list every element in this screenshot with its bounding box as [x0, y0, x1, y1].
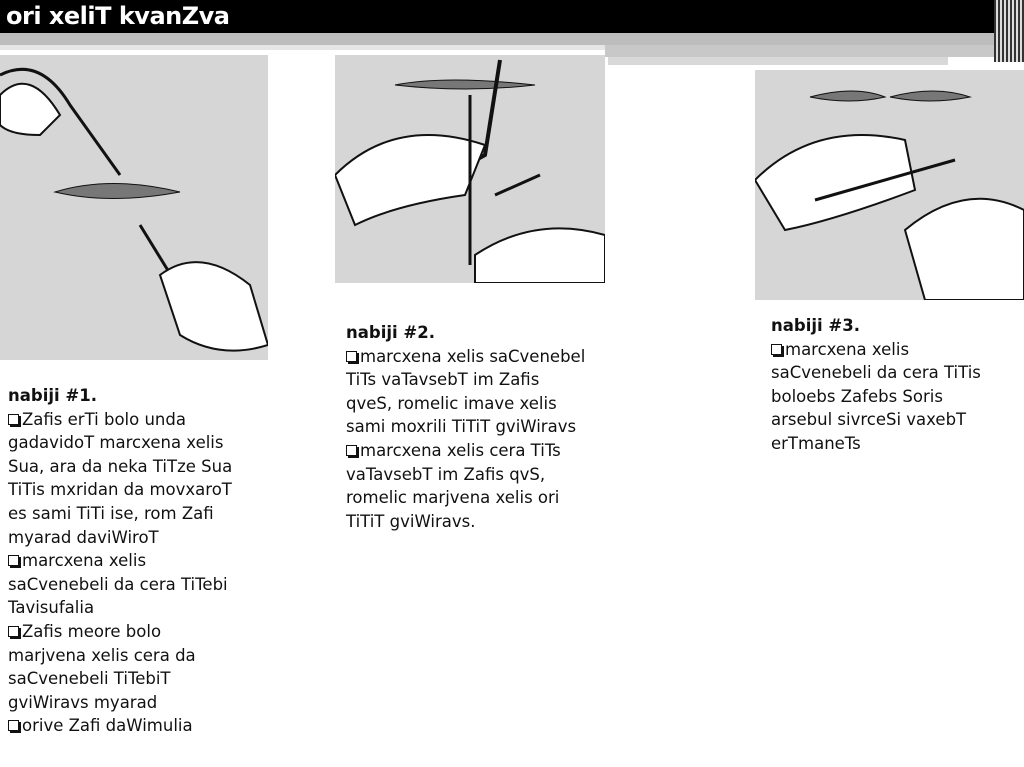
- step-1-illustration: [0, 55, 268, 360]
- step-text-line: [8, 667, 232, 691]
- line-text: saCvenebeli da cera TiTebi: [8, 574, 228, 594]
- decor-stripes: [994, 0, 1024, 62]
- line-text: es sami TiTi ise, rom Zafi: [8, 503, 214, 523]
- step-3-text: [771, 314, 981, 456]
- line-text: marcxena xelis: [785, 339, 910, 359]
- line-text: vaTavsebT im Zafis qvS,: [346, 464, 546, 484]
- line-text: TiTs vaTavsebT im Zafis: [346, 370, 540, 390]
- step-heading: nabiji #3.: [771, 316, 860, 335]
- step-3-illustration: [755, 70, 1024, 300]
- decor-bar: [608, 57, 948, 65]
- step-text-line: [8, 478, 232, 502]
- step-text-line: [8, 502, 232, 526]
- checkbox-bullet-icon: [8, 720, 19, 731]
- decor-bar: [605, 45, 1000, 57]
- line-text: qveS, romelic imave xelis: [346, 393, 557, 413]
- step-2-illustration: [335, 55, 605, 283]
- step-text-line: [8, 644, 232, 668]
- line-text: Zafis meore bolo: [22, 621, 162, 641]
- line-text: arsebul sivrceSi vaxebT: [771, 410, 967, 430]
- step-text-line: [8, 408, 232, 432]
- line-text: marcxena xelis: [22, 551, 147, 571]
- line-text: Zafis erTi bolo unda: [22, 409, 186, 429]
- line-text: gviWiravs myarad: [8, 692, 158, 712]
- step-text-line: [346, 368, 585, 392]
- step-2-text: [346, 321, 585, 533]
- step-heading: nabiji #2.: [346, 323, 435, 342]
- step-text-line: [8, 714, 232, 738]
- checkbox-bullet-icon: [8, 414, 19, 425]
- step-text-line: [8, 526, 232, 550]
- step-text-line: [8, 573, 232, 597]
- checkbox-bullet-icon: [346, 445, 357, 456]
- line-text: gadavidoT marcxena xelis: [8, 433, 224, 453]
- line-text: TiTis mxridan da movxaroT: [8, 480, 232, 500]
- step-text-line: [8, 455, 232, 479]
- step-text-line: [346, 392, 585, 416]
- decor-bar: [0, 45, 605, 50]
- step-text-line: [346, 510, 585, 534]
- checkbox-bullet-icon: [8, 626, 19, 637]
- step-text-line: [771, 385, 981, 409]
- slide-title: ori xeliT kvanZva: [6, 2, 230, 30]
- step-text-line: [771, 432, 981, 456]
- line-text: erTmaneTs: [771, 433, 861, 453]
- step-text-line: [8, 596, 232, 620]
- step-text-line: [346, 415, 585, 439]
- line-text: marcxena xelis cera TiTs: [360, 440, 561, 460]
- step-1-text: [8, 384, 232, 738]
- line-text: saCvenebeli TiTebiT: [8, 669, 171, 689]
- checkbox-bullet-icon: [771, 344, 782, 355]
- step-text-line: [771, 361, 981, 385]
- line-text: sami moxrili TiTiT gviWiravs: [346, 417, 577, 437]
- checkbox-bullet-icon: [346, 351, 357, 362]
- line-text: myarad daviWiroT: [8, 527, 159, 547]
- line-text: boloebs Zafebs Soris: [771, 386, 943, 406]
- decor-bar: [0, 33, 1000, 45]
- step-text-line: [346, 345, 585, 369]
- step-text-line: [8, 549, 232, 573]
- line-text: TiTiT gviWiravs.: [346, 511, 476, 531]
- line-text: saCvenebeli da cera TiTis: [771, 363, 981, 383]
- checkbox-bullet-icon: [8, 555, 19, 566]
- step-text-line: [771, 408, 981, 432]
- step-text-line: [346, 486, 585, 510]
- line-text: marjvena xelis cera da: [8, 645, 196, 665]
- step-heading: nabiji #1.: [8, 386, 97, 405]
- line-text: marcxena xelis saCvenebel: [360, 346, 586, 366]
- step-text-line: [346, 439, 585, 463]
- line-text: Sua, ara da neka TiTze Sua: [8, 456, 233, 476]
- step-text-line: [8, 620, 232, 644]
- step-text-line: [8, 691, 232, 715]
- step-text-line: [346, 463, 585, 487]
- line-text: orive Zafi daWimulia: [22, 716, 193, 736]
- line-text: romelic marjvena xelis ori: [346, 488, 560, 508]
- step-text-line: [771, 338, 981, 362]
- step-text-line: [8, 431, 232, 455]
- header-bar: [0, 0, 1024, 33]
- line-text: Tavisufalia: [8, 598, 95, 618]
